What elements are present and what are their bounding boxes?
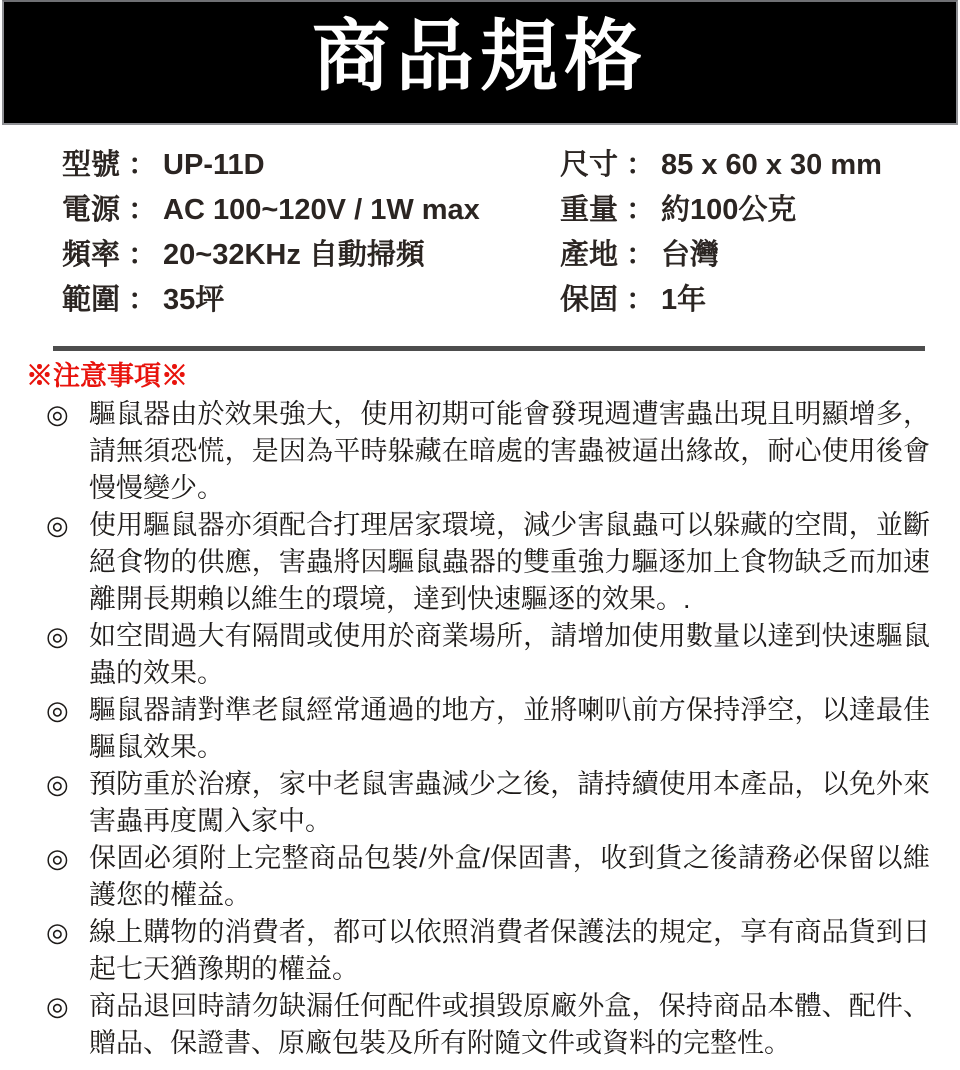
list-item bbox=[46, 618, 930, 692]
bullet-icon: ◎ bbox=[46, 843, 69, 873]
bullet-icon: ◎ bbox=[46, 917, 69, 947]
spec-value: UP-11D bbox=[163, 149, 265, 181]
spec-row-frequency bbox=[62, 233, 542, 278]
spec-label: 重量 bbox=[560, 194, 619, 226]
note-text: 驅鼠器請對準老鼠經常通過的地方，並將喇叭前方保持淨空，以達最佳驅鼠效果。 bbox=[89, 695, 930, 762]
spec-row-origin bbox=[560, 233, 940, 278]
list-item bbox=[46, 507, 930, 618]
list-item bbox=[46, 840, 930, 914]
spec-column-left bbox=[62, 143, 542, 323]
spec-value: 20~32KHz 自動掃頻 bbox=[163, 239, 425, 271]
spec-label: 保固 bbox=[560, 284, 619, 316]
spec-row-power bbox=[62, 188, 542, 233]
title-banner bbox=[2, 0, 958, 125]
spec-value: 1年 bbox=[661, 284, 707, 316]
spec-colon: ： bbox=[626, 149, 656, 181]
spec-colon: ： bbox=[626, 284, 656, 316]
list-item bbox=[46, 396, 930, 507]
spec-label: 產地 bbox=[560, 239, 619, 271]
spec-row-weight bbox=[560, 188, 940, 233]
bullet-icon: ◎ bbox=[46, 769, 69, 799]
spec-label: 尺寸 bbox=[560, 149, 619, 181]
bullet-icon: ◎ bbox=[46, 621, 69, 651]
spec-value: 35坪 bbox=[163, 284, 225, 316]
spec-row-size bbox=[560, 143, 940, 188]
spec-label: 頻率 bbox=[62, 239, 121, 271]
list-item bbox=[46, 988, 930, 1062]
spec-row-warranty bbox=[560, 278, 940, 323]
spec-colon: ： bbox=[626, 194, 656, 226]
spec-label: 電源 bbox=[62, 194, 121, 226]
spec-row-model bbox=[62, 143, 542, 188]
note-text: 如空間過大有隔間或使用於商業場所，請增加使用數量以達到快速驅鼠蟲的效果。 bbox=[89, 621, 930, 688]
spec-colon: ： bbox=[128, 149, 158, 181]
note-text: 驅鼠器由於效果強大，使用初期可能會發現週遭害蟲出現且明顯增多，請無須恐慌，是因為平時躲藏在暗處的害蟲被逼出緣故，耐心使用後會慢慢變少。 bbox=[89, 399, 930, 503]
note-text: 線上購物的消費者，都可以依照消費者保護法的規定，享有商品貨到日起七天猶豫期的權益。 bbox=[89, 917, 930, 984]
page-title: 商品規格 bbox=[311, 11, 648, 100]
note-text: 商品退回時請勿缺漏任何配件或損毀原廠外盒，保持商品本體、配件、贈品、保證書、原廠包裝及所有附隨文件或資料的完整性。 bbox=[89, 991, 930, 1058]
note-text: 使用驅鼠器亦須配合打理居家環境，減少害鼠蟲可以躲藏的空間，並斷絕食物的供應，害蟲將因驅鼠蟲器的雙重強力驅逐加上食物缺乏而加速離開長期賴以維生的環境，達到快速驅逐的效果。. bbox=[89, 510, 930, 614]
spec-colon: ： bbox=[626, 239, 656, 271]
bullet-icon: ◎ bbox=[46, 399, 69, 429]
list-item bbox=[46, 692, 930, 766]
note-text: 預防重於治療，家中老鼠害蟲減少之後，請持續使用本產品，以免外來害蟲再度闖入家中。 bbox=[89, 769, 930, 836]
spec-column-right bbox=[560, 143, 940, 323]
note-text: 保固必須附上完整商品包裝/外盒/保固書，收到貨之後請務必保留以維護您的權益。 bbox=[89, 843, 930, 910]
spec-value: 85 x 60 x 30 mm bbox=[661, 149, 882, 181]
spec-value: AC 100~120V / 1W max bbox=[163, 194, 480, 226]
bullet-icon: ◎ bbox=[46, 510, 69, 540]
spec-value: 約100公克 bbox=[661, 194, 797, 226]
list-item bbox=[46, 766, 930, 840]
spec-row-range bbox=[62, 278, 542, 323]
spec-label: 型號 bbox=[62, 149, 121, 181]
bullet-icon: ◎ bbox=[46, 695, 69, 725]
bullet-icon: ◎ bbox=[46, 991, 69, 1021]
list-item bbox=[46, 914, 930, 988]
spec-value: 台灣 bbox=[661, 239, 720, 271]
spec-colon: ： bbox=[128, 194, 158, 226]
notes-heading: ※注意事項※ bbox=[26, 361, 188, 391]
spec-colon: ： bbox=[128, 284, 158, 316]
spec-colon: ： bbox=[128, 239, 158, 271]
spec-label: 範圍 bbox=[62, 284, 121, 316]
notes-list bbox=[46, 396, 930, 1062]
section-divider bbox=[53, 346, 925, 351]
